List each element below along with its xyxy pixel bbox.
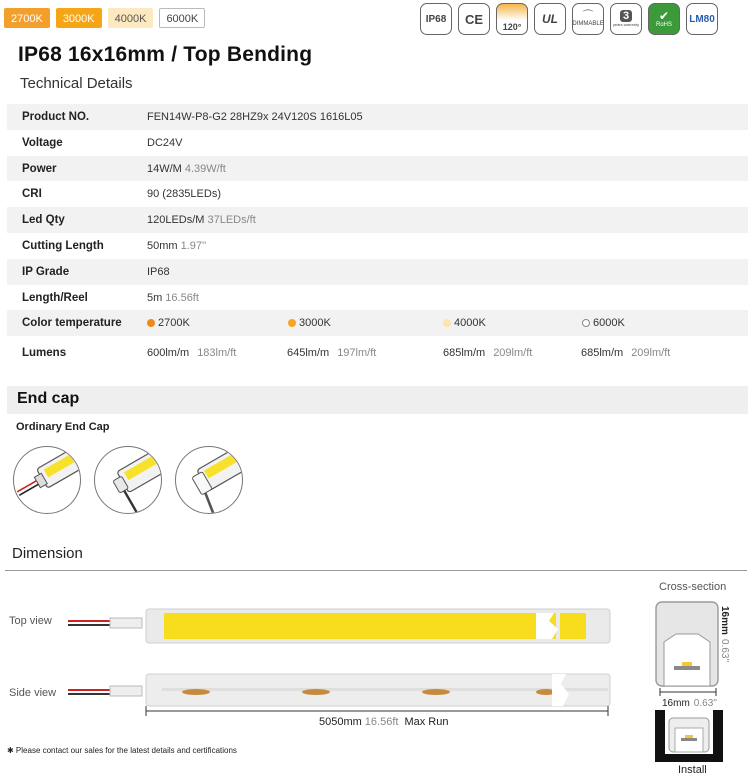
spec-value: FEN14W-P8-G2 28HZ9x 24V120S 1616L05 <box>147 111 363 123</box>
lumens-primary: 600lm/m <box>147 347 190 360</box>
spec-row-product-no <box>7 104 748 130</box>
color-dot-icon <box>288 319 296 327</box>
warranty-label: years warranty <box>612 22 640 27</box>
spec-label: Power <box>22 162 57 175</box>
spec-value-primary: 14W/M <box>147 162 182 175</box>
lumens-secondary: 209lm/ft <box>631 347 671 360</box>
color-option-6000k <box>582 317 625 329</box>
rohs-icon: ✔ RoHS <box>648 3 680 35</box>
lumens-secondary: 209lm/ft <box>493 347 533 360</box>
color-option-label: 2700K <box>158 317 190 330</box>
max-run-label: Max Run <box>404 716 449 728</box>
spec-label: Voltage <box>22 136 63 149</box>
spec-value-secondary: 37LEDs/ft <box>207 214 256 227</box>
spec-value-primary: 50mm <box>147 239 178 252</box>
ce-icon: CE <box>458 3 490 35</box>
length-value: 5050mm <box>319 716 362 728</box>
lumens-primary: 685lm/m <box>581 347 624 360</box>
color-option-3000k <box>288 317 331 329</box>
spec-value-secondary: 1.97'' <box>180 239 207 252</box>
section-divider <box>5 570 747 571</box>
cross-section-drawing <box>652 596 724 696</box>
color-option-4000k <box>443 317 486 329</box>
color-chip-2700k: 2700K <box>4 8 50 28</box>
beam-angle-icon <box>496 3 528 35</box>
dimension-title: Dimension <box>12 545 83 562</box>
length-secondary: 16.56ft <box>364 716 399 728</box>
spec-value-primary: 120LEDs/M <box>147 214 205 227</box>
spec-row-length-reel <box>7 285 748 311</box>
lumens-primary: 645lm/m <box>287 347 330 360</box>
warranty-years: 3 <box>620 10 632 22</box>
ul-icon: UL <box>534 3 566 35</box>
spec-value <box>147 163 226 175</box>
spec-row-led-qty <box>7 207 748 233</box>
spec-value <box>147 240 206 252</box>
cross-section-label: Cross-section <box>659 581 727 593</box>
spec-value-primary: 5m <box>147 291 163 304</box>
rohs-label: RoHS <box>655 21 672 28</box>
height-secondary: 0.63'' <box>719 638 730 663</box>
spec-row-ip-grade <box>7 259 748 285</box>
end-cap-type-label: Ordinary End Cap <box>16 421 110 433</box>
end-cap-image-3 <box>175 446 243 514</box>
spec-value-secondary: 4.39W/ft <box>184 162 226 175</box>
end-cap-illustration <box>95 447 162 514</box>
spec-table <box>7 104 748 366</box>
cross-section-height <box>719 606 730 662</box>
ip68-icon: IP68 <box>420 3 452 35</box>
spec-value-secondary: 16.56ft <box>165 291 199 304</box>
spec-value: 90 (2835LEDs) <box>147 188 221 201</box>
spec-row-voltage <box>7 130 748 156</box>
dimmable-icon: ⌒ DIMMABLE <box>572 3 604 35</box>
spec-label: Lumens <box>22 347 67 360</box>
color-dot-icon <box>443 319 451 327</box>
end-cap-title: End cap <box>17 390 80 407</box>
spec-row-cri <box>7 181 748 207</box>
page-title: IP68 16x16mm / Top Bending <box>18 43 313 66</box>
lumens-value <box>581 347 670 359</box>
spec-label: CRI <box>22 188 42 201</box>
lumens-primary: 685lm/m <box>443 347 486 360</box>
end-cap-section-header <box>7 386 748 414</box>
lm80-icon: LM80 <box>686 3 718 35</box>
dimmable-label: DIMMABLE <box>572 20 604 27</box>
spec-value: DC24V <box>147 136 183 149</box>
spec-value: IP68 <box>147 265 170 278</box>
page-subtitle: Technical Details <box>20 75 133 92</box>
color-option-label: 4000K <box>454 317 486 330</box>
length-label <box>319 716 448 728</box>
spec-value <box>147 214 256 226</box>
end-cap-image-2 <box>94 446 162 514</box>
spec-value <box>147 292 199 304</box>
color-chip-3000k: 3000K <box>56 8 102 28</box>
top-view-label: Top view <box>9 615 52 627</box>
spec-label: Led Qty <box>22 214 65 227</box>
color-chip-group <box>4 8 205 28</box>
lumens-secondary: 197lm/ft <box>337 347 377 360</box>
top-view-drawing <box>66 605 616 647</box>
color-chip-4000k: 4000K <box>108 8 154 28</box>
lumens-value <box>147 347 236 359</box>
color-option-2700k <box>147 317 190 329</box>
spec-label: Color temperature <box>22 317 122 330</box>
color-option-label: 6000K <box>593 317 625 330</box>
end-cap-illustration <box>176 447 243 514</box>
certification-icons <box>420 3 718 35</box>
footnote: ✱ Please contact our sales for the latest details and certifications <box>7 746 237 755</box>
warranty-icon <box>610 3 642 35</box>
length-dimension-line <box>144 706 610 716</box>
height-value: 16mm <box>719 606 730 635</box>
spec-row-cutting-length <box>7 233 748 259</box>
spec-row-power <box>7 156 748 182</box>
lumens-secondary: 183lm/ft <box>197 347 237 360</box>
color-dot-icon <box>582 319 590 327</box>
install-drawing <box>653 708 725 764</box>
side-view-label: Side view <box>9 687 57 699</box>
spec-label: IP Grade <box>22 265 70 278</box>
lumens-value <box>287 347 376 359</box>
end-cap-image-1 <box>13 446 81 514</box>
spec-row-lumens <box>7 336 748 366</box>
color-dot-icon <box>147 319 155 327</box>
lumens-value <box>443 347 532 359</box>
beam-angle-label: 120° <box>502 22 522 32</box>
width-value: 16mm <box>662 698 690 709</box>
color-chip-6000k: 6000K <box>159 8 205 28</box>
color-option-label: 3000K <box>299 317 331 330</box>
spec-label: Product NO. <box>22 111 90 123</box>
width-secondary: 0.63'' <box>693 698 718 709</box>
install-label: Install <box>678 764 707 776</box>
spec-label: Length/Reel <box>22 291 88 304</box>
end-cap-illustration <box>14 447 81 514</box>
spec-row-color-temperature <box>7 310 748 336</box>
spec-label: Cutting Length <box>22 239 104 252</box>
side-view-drawing <box>66 672 616 708</box>
